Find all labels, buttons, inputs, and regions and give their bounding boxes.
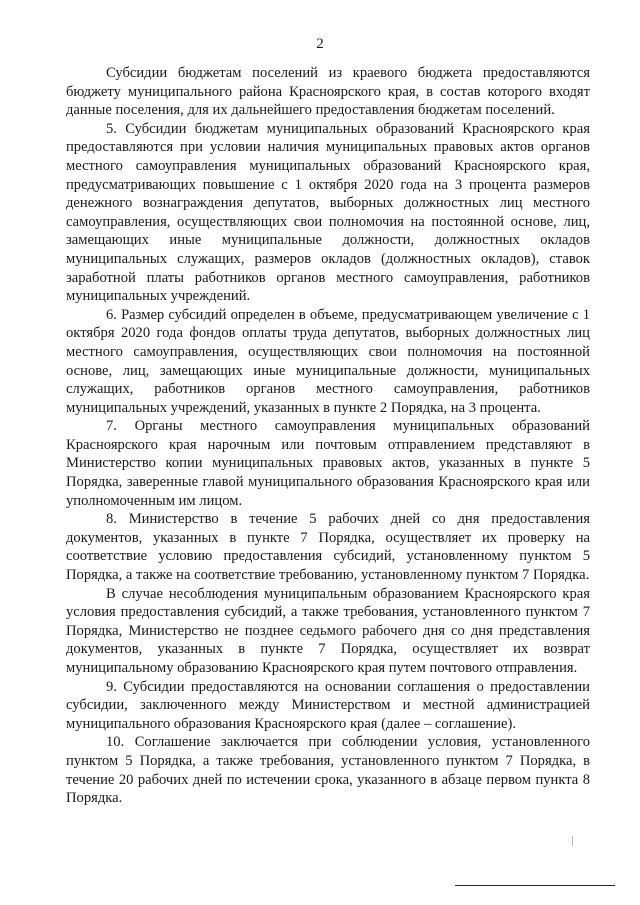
paragraph-subsidies-settlements: Субсидии бюджетам поселений из краевого бюджета предоставляются бюджету муниципального района Красноярского края, в состав которого входят данные поселения, для их дальнейшего предоставления бюджетам поселений. (66, 65, 590, 119)
paragraph-10: 10. Соглашение заключается при соблюдении условия, установленного пунктом 5 Порядка, а также требования, установленного пунктом 7 Порядка, в течение 20 рабочих дней по истечении срока, указанного в абзаце первом пункта 8 Порядка. (66, 734, 590, 807)
paragraph-8-return: В случае несоблюдения муниципальным образованием Красноярского края условия предоставления субсидий, а также требования, установленного пунктом 7 Порядка, Министерство не позднее седьмого рабочего дня со дня представления документов, указанных в пункте 7 Порядка, осуществляет их возврат муниципальному образованию Красноярского края путем почтового отправления. (66, 585, 590, 676)
page-number: 2 (316, 36, 324, 52)
paragraph-6: 6. Размер субсидий определен в объеме, предусматривающем увеличение с 1 октября 2020 года фондов оплаты труда депутатов, выборных должностных лиц местного самоуправления, осуществляющих свои полномочия на постоянной основе, лиц, замещающих иные муниципальные должности, муниципальных служащих, работников органов местного самоуправления, работников муниципальных учреждений, указанных в пункте 2 Порядка, на 3 процента. (66, 306, 590, 416)
paragraph-7: 7. Органы местного самоуправления муниципальных образований Красноярского края нарочным или почтовым отправлением представляют в Министерство копии муниципальных правовых актов, указанных в пункте 5 Порядка, заверенные главой муниципального образования Красноярского края или уполномоченным им лицом. (66, 418, 590, 509)
document-body (66, 64, 590, 808)
paragraph-5: 5. Субсидии бюджетам муниципальных образований Красноярского края предоставляются при условии наличия муниципальных правовых актов органов местного самоуправления муниципальных образований Красноярского края, предусматривающих повышение с 1 октября 2020 года на 3 процента размеров денежного вознаграждения депутатов, выборных должностных лиц местного самоуправления, осуществляющих свои полномочия на постоянной основе, лиц, замещающих иные муниципальные должности, должностных окладов муниципальных служащих, размеров окладов (должностных окладов), ставок заработной платы работников органов местного самоуправления, работников муниципальных учреждений. (66, 120, 590, 305)
footer-rule (455, 885, 615, 886)
scan-mark (572, 836, 573, 846)
paragraph-8: 8. Министерство в течение 5 рабочих дней со дня предоставления документов, указанных в пункте 7 Порядка, осуществляет их проверку на соответствие условию предоставления субсидий, установленному пунктом 5 Порядка, а также на соответствие требованию, установленному пунктом 7 Порядка. (66, 511, 590, 584)
paragraph-9: 9. Субсидии предоставляются на основании соглашения о предоставлении субсидии, заключенного между Министерством и местной администрацией муниципального образования Красноярского края (далее – соглашение). (66, 678, 590, 732)
